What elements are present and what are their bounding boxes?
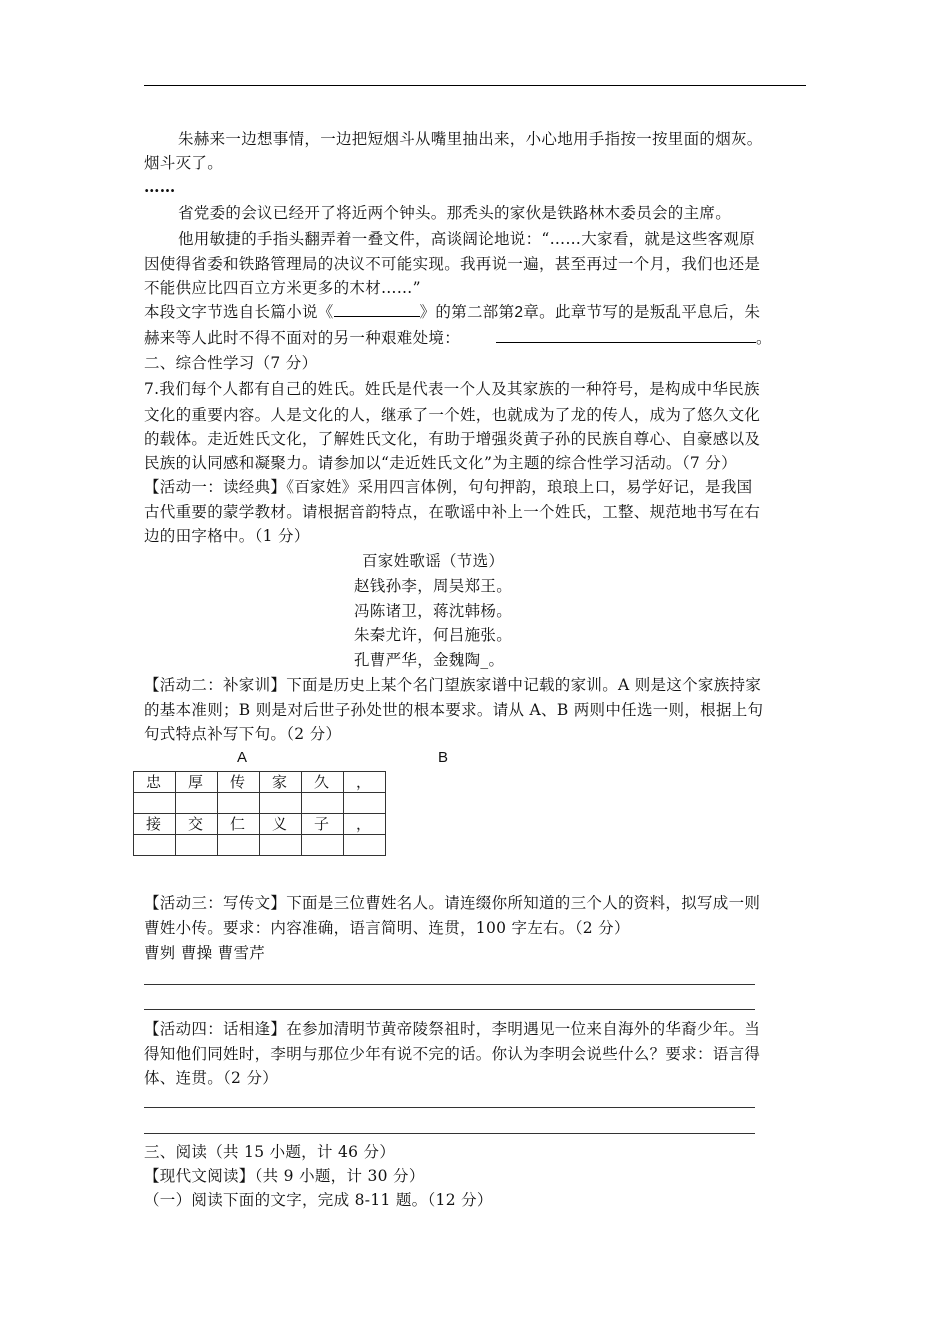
q7-line4: 民族的认同感和凝聚力。请参加以“走近姓氏文化”为主题的综合性学习活动。（7 分） <box>144 454 737 472</box>
activity4-line1: 【活动四：话相逢】在参加清明节黄帝陵祭祖时，李明遇见一位来自海外的华裔少年。当 <box>144 1020 761 1038</box>
passage-p3-line3: 不能供应比四百立方米更多的木材……” <box>144 279 421 297</box>
grid-cell: 家 <box>260 772 302 793</box>
activity2-line2: 的基本准则；B 则是对后世子孙处世的根本要求。请从 A、B 两则中任选一则，根据上句 <box>144 701 764 719</box>
q-end: 。 <box>756 329 772 347</box>
passage-ellipsis: …… <box>144 177 176 196</box>
grid-answer-cell[interactable] <box>260 835 302 856</box>
activity4-line3: 体、连贯。（2 分） <box>144 1069 279 1087</box>
poem-line4: 孔曹严华，金魏陶_。 <box>354 651 505 669</box>
activity3-names: 曹刿 曹操 曹雪芹 <box>144 944 266 962</box>
section3-part1: （一）阅读下面的文字，完成 8-11 题。（12 分） <box>144 1191 493 1209</box>
grid-row-a <box>134 772 386 793</box>
grid-answer-cell[interactable] <box>344 793 386 814</box>
grid-answer-cell[interactable] <box>176 793 218 814</box>
grid-cell: ， <box>344 772 386 793</box>
grid-answer-cell[interactable] <box>302 793 344 814</box>
activity1-line3: 边的田字格中。（1 分） <box>144 527 310 545</box>
grid-cell: 义 <box>260 814 302 835</box>
activity4-line2: 得知他们同姓时，李明与那位少年有说不完的话。你认为李明会说些什么？要求：语言得 <box>144 1045 761 1063</box>
activity3-answer-line-1[interactable] <box>144 984 755 985</box>
header-rule <box>144 85 806 86</box>
grid-cell: 厚 <box>176 772 218 793</box>
activity1-line1: 【活动一：读经典】《百家姓》采用四言体例，句句押韵，琅琅上口，易学好记，是我国 <box>144 478 753 496</box>
grid-answer-cell[interactable] <box>134 793 176 814</box>
activity4-answer-line-2[interactable] <box>144 1133 755 1134</box>
grid-cell: 子 <box>302 814 344 835</box>
grid-row-b-answer[interactable] <box>134 835 386 856</box>
grid-answer-cell[interactable] <box>260 793 302 814</box>
grid-cell: 交 <box>176 814 218 835</box>
grid-cell: 传 <box>218 772 260 793</box>
grid-answer-cell[interactable] <box>344 835 386 856</box>
grid-cell: 仁 <box>218 814 260 835</box>
passage-p2: 省党委的会议已经开了将近两个钟头。那秃头的家伙是铁路林木委员会的主席。 <box>178 204 732 222</box>
grid-answer-cell[interactable] <box>176 835 218 856</box>
passage-p1-line2: 烟斗灭了。 <box>144 154 224 172</box>
q7-line1: 7.我们每个人都有自己的姓氏。姓氏是代表一个人及其家族的一种符号，是构成中华民族 <box>144 380 760 398</box>
situation-answer <box>496 328 772 348</box>
activity3-line1: 【活动三：写传文】下面是三位曹姓名人。请连缀你所知道的三个人的资料，拟写成一则 <box>144 894 761 912</box>
activity2-line3: 句式特点补写下句。（2 分） <box>144 725 342 743</box>
q-text-b: 》的第二部第 <box>419 303 515 321</box>
grid-answer-cell[interactable] <box>218 793 260 814</box>
poem-line2: 冯陈诸卫，蒋沈韩杨。 <box>354 602 513 620</box>
novel-title-blank[interactable] <box>334 302 420 317</box>
grid-row-b <box>134 814 386 835</box>
q7-line2: 文化的重要内容。人是文化的人，继承了一个姓，也就成为了龙的传人，成为了悠久文化 <box>144 406 761 424</box>
option-a-label: A <box>237 749 248 766</box>
activity1-line2: 古代重要的蒙学教材。请根据音韵特点，在歌谣中补上一个姓氏，工整、规范地书写在右 <box>144 503 761 521</box>
grid-answer-cell[interactable] <box>218 835 260 856</box>
q-text-c: 章。此章节写的是叛乱平息后，朱 <box>523 303 761 321</box>
activity4-answer-line-1[interactable] <box>144 1107 755 1108</box>
activity3-answer-line-2[interactable] <box>144 1009 755 1010</box>
situation-blank[interactable] <box>496 328 756 343</box>
section3-heading: 三、阅读（共 15 小题，计 46 分） <box>144 1143 396 1161</box>
q7-line3: 的载体。走近姓氏文化，了解姓氏文化，有助于增强炎黄子孙的民族自尊心、自豪感以及 <box>144 430 761 448</box>
option-b-label: B <box>438 749 449 766</box>
grid-row-a-answer[interactable] <box>134 793 386 814</box>
poem-line1: 赵钱孙李，周吴郑王。 <box>354 577 513 595</box>
passage-p3-line1: 他用敏捷的手指头翻弄着一叠文件，高谈阔论地说：“……大家看，就是这些客观原 <box>178 230 756 248</box>
family-motto-grid <box>133 771 386 856</box>
grid-answer-cell[interactable] <box>302 835 344 856</box>
question-source-line1 <box>144 302 760 323</box>
section2-heading: 二、综合性学习（7 分） <box>144 354 318 372</box>
poem-title: 百家姓歌谣（节选） <box>362 552 505 570</box>
grid-cell: 忠 <box>134 772 176 793</box>
q-chapter: 2 <box>514 304 524 321</box>
grid-cell: ， <box>344 814 386 835</box>
activity3-line2: 曹姓小传。要求：内容准确，语言简明、连贯，100 字左右。（2 分） <box>144 919 630 937</box>
activity2-line1: 【活动二：补家训】下面是历史上某个名门望族家谱中记载的家训。A 则是这个家族持家 <box>144 676 762 694</box>
question-source-line2: 赫来等人此时不得不面对的另一种艰难处境： <box>144 329 461 347</box>
section3-subheading: 【现代文阅读】（共 9 小题，计 30 分） <box>144 1167 425 1185</box>
grid-answer-cell[interactable] <box>134 835 176 856</box>
q-text-a: 本段文字节选自长篇小说《 <box>144 303 334 321</box>
passage-p3-line2: 因使得省委和铁路管理局的决议不可能实现。我再说一遍，甚至再过一个月，我们也还是 <box>144 255 761 273</box>
poem-line3: 朱秦尤许，何吕施张。 <box>354 626 513 644</box>
grid-cell: 接 <box>134 814 176 835</box>
grid-cell: 久 <box>302 772 344 793</box>
passage-p1-line1: 朱赫来一边想事情，一边把短烟斗从嘴里抽出来，小心地用手指按一按里面的烟灰。 <box>178 130 763 148</box>
